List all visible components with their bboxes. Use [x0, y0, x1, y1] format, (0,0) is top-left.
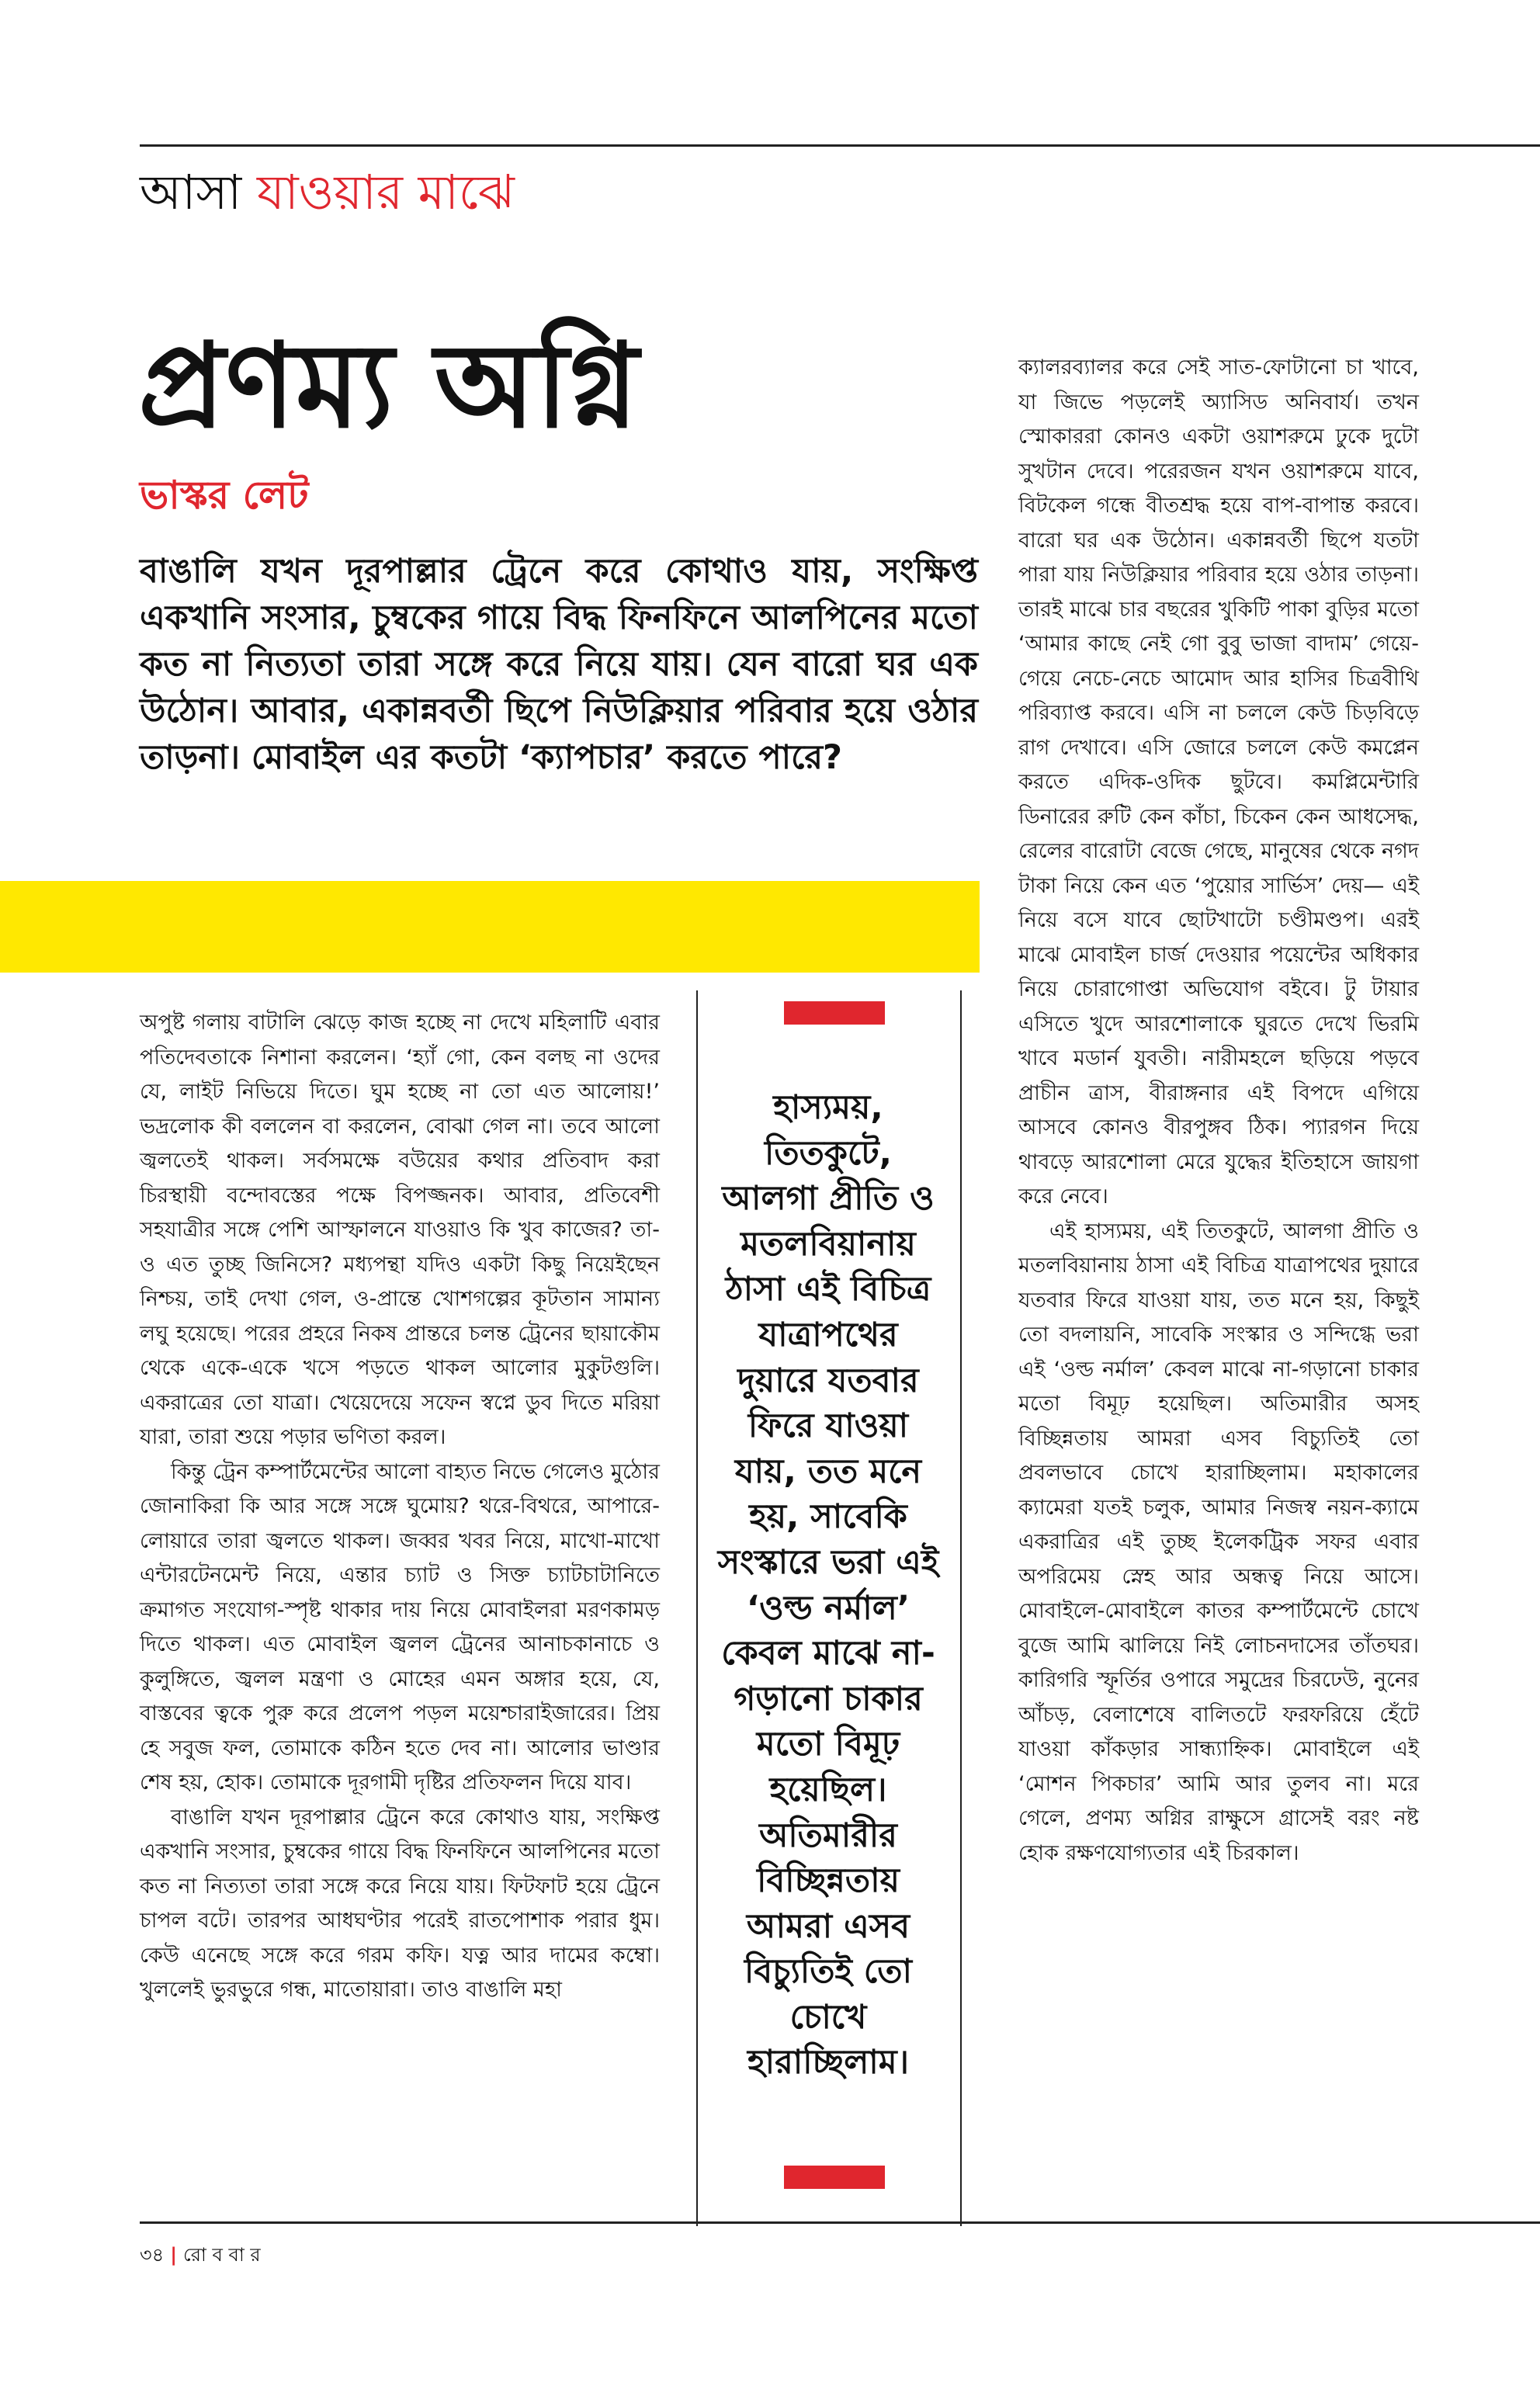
column-divider-left — [696, 990, 698, 2226]
pull-quote-top-bar — [784, 1001, 885, 1025]
left-paragraph-1: অপুষ্ট গলায় বাটালি ঝেড়ে কাজ হচ্ছে না দেখে মহিলাটি এবার পতিদেবতাকে নিশানা করলেন। ‘হ্যাঁ গো, কেন বলছ না ওদের যে, লাইট নিভিয়ে দিতে। ঘুম হচ্ছে না তো এত আলোয়!’ ভদ্রলোক কী বললেন বা করলেন, বোঝা গেল না। তবে আলো জ্বলতেই থাকল। সর্বসমক্ষে বউয়ের কথার প্রতিবাদ করা চিরস্থায়ী বন্দোবস্তের পক্ষে বিপজ্জনক। আবার, প্রতিবেশী সহযাত্রীর সঙ্গে পেশি আস্ফালনে যাওয়াও কি খুব কাজের? তা-ও এত তুচ্ছ জিনিসে? মধ্যপন্থা যদিও একটা কিছু নিয়েইছেন নিশ্চয়, তাই দেখা গেল, ও-প্রান্তে খোশগল্পের কূটতান সামান্য লঘু হয়েছে। পরের প্রহরে নিকষ প্রান্তরে চলন্ত ট্রেনের ছায়াকৌম থেকে একে-একে খসে পড়তে থাকল আলোর মুকুটগুলি। একরাত্রের তো যাত্রা। খেয়েদেয়ে সফেন স্বপ্নে ডুব দিতে মরিয়া যারা, তারা শুয়ে পড়ার ভণিতা করল। — [140, 1011, 660, 1449]
folio-separator: | — [170, 2244, 177, 2266]
yellow-band — [0, 881, 980, 973]
page-number: ৩৪ — [140, 2244, 165, 2266]
top-rule — [140, 144, 1540, 147]
section-header-part1: আসা — [140, 164, 242, 220]
pull-quote: হাস্যময়, তিতকুটে, আলগা প্রীতি ও মতলবিয়ানায় ঠাসা এই বিচিত্র যাত্রাপথের দুয়ারে যতবার ফিরে যাওয়া যায়, তত মনে হয়, সাবেকি সংস্কারে ভরা এই ‘ওল্ড নর্মাল’ কেবল মাঝে না-গড়ানো চাকার মতো বিমূঢ় হয়েছিল। অতিমারীর বিচ্ছিন্নতায় আমরা এসব বিচ্যুতিই তো চোখে হারাচ্ছিলাম। — [717, 1088, 939, 2083]
standfirst: বাঙালি যখন দূরপাল্লার ট্রেনে করে কোথাও যায়, সংক্ষিপ্ত একখানি সংসার, চুম্বকের গায়ে বিদ্ধ ফিনফিনে আলপিনের মতো কত না নিত্যতা তারা সঙ্গে করে নিয়ে যায়। যেন বারো ঘর এক উঠোন। আবার, একান্নবর্তী ছিপে নিউক্লিয়ার পরিবার হয়ে ওঠার তাড়না। মোবাইল এর কতটা ‘ক্যাপচার’ করতে পারে? — [140, 552, 978, 777]
section-header-part2: যাওয়ার মাঝে — [256, 164, 515, 220]
right-column — [1018, 351, 1419, 1871]
left-paragraph-2: কিন্তু ট্রেন কম্পার্টমেন্টের আলো বাহ্যত নিভে গেলেও মুঠোর জোনাকিরা কি আর সঙ্গে সঙ্গে ঘুমোয়? থরে-বিথরে, আপারে-লোয়ারে তারা জ্বলতে থাকল। জব্বর খবর নিয়ে, মাখো-মাখো এন্টারটেনমেন্ট নিয়ে, এন্তার চ্যাট ও সিক্ত চ্যাটচাটানিতে ক্রমাগত সংযোগ-স্পৃষ্ট থাকার দায় নিয়ে মোবাইলরা মরণকামড় দিতে থাকল। এত মোবাইল জ্বলল ট্রেনের আনাচকানাচে ও কুলুঙ্গিতে, জ্বলল মন্ত্রণা ও মোহের এমন অঙ্গার হয়ে, যে, বাস্তবের ত্বকে পুরু করে প্রলেপ পড়ল ময়েশ্চারাইজারের। প্রিয় হে সবুজ ফল, তোমাকে কঠিন হতে দেব না। আলোর ভাণ্ডার শেষ হয়, হোক। তোমাকে দূরগামী দৃষ্টির প্রতিফলন দিয়ে যাব। — [140, 1459, 660, 1795]
article-title: প্রণম্য অগ্নি — [138, 319, 639, 454]
page-folio — [140, 2243, 261, 2266]
right-paragraph-2: এই হাস্যময়, এই তিতকুটে, আলগা প্রীতি ও মতলবিয়ানায় ঠাসা এই বিচিত্র যাত্রাপথের দুয়ারে যতবার ফিরে যাওয়া যায়, তত মনে হয়, কিছুই তো বদলায়নি, সাবেকি সংস্কার ও সন্দিগ্ধে ভরা এই ‘ওল্ড নর্মাল’ কেবল মাঝে না-গড়ানো চাকার মতো বিমূঢ় হয়েছিল। অতিমারীর অসহ বিচ্ছিন্নতায় আমরা এসব বিচ্যুতিই তো প্রবলভাবে চোখে হারাচ্ছিলাম। মহাকালের ক্যামেরা যতই চলুক, আমার নিজস্ব নয়ন-ক্যামে একরাত্রির এই তুচ্ছ ইলেকট্রিক সফর এবার অপরিমেয় স্নেহ আর অন্ধত্ব নিয়ে আসে। মোবাইলে-মোবাইলে কাতর কম্পার্টমেন্টে চোখে বুজে আমি ঝালিয়ে নিই লোচনদাসের তাঁতঘর। কারিগরি স্ফূর্তির ওপারে সমুদ্রের চিরঢেউ, নুনের আঁচড়, বেলাশেষে বালিতটে ফরফরিয়ে হেঁটে যাওয়া কাঁকড়ার সান্ধ্যাহ্নিক। মোবাইলে এই ‘মোশন পিকচার’ আমি আর তুলব না। মরে গেলে, প্রণম্য অগ্নির রাক্ষুসে গ্রাসেই বরং নষ্ট হোক রক্ষণযোগ্যতার এই চিরকাল। — [1018, 1219, 1419, 1865]
right-paragraph-1: ক্যালরব্যালর করে সেই সাত-ফোটানো চা খাবে, যা জিভে পড়লেই অ্যাসিড অনিবার্য। তখন স্মোকাররা কোনও একটা ওয়াশরুমে ঢুকে দুটো সুখটান দেবে। পরেরজন যখন ওয়াশরুমে যাবে, বিটকেল গন্ধে বীতশ্রদ্ধ হয়ে বাপ-বাপান্ত করবে। বারো ঘর এক উঠোন। একান্নবর্তী ছিপে যতটা পারা যায় নিউক্লিয়ার পরিবার হয়ে ওঠার তাড়না। তারই মাঝে চার বছরের খুকিটি পাকা বুড়ির মতো ‘আমার কাছে নেই গো বুবু ভাজা বাদাম’ গেয়ে-গেয়ে নেচে-নেচে আমোদ আর হাসির চিত্রবীথি পরিব্যাপ্ত করবে। এসি না চললে কেউ চিড়বিড়ে রাগ দেখাবে। এসি জোরে চললে কেউ কমপ্লেন করতে এদিক-ওদিক ছুটবে। কমপ্লিমেন্টারি ডিনারের রুটি কেন কাঁচা, চিকেন কেন আধসেদ্ধ, রেলের বারোটা বেজে গেছে, মানুষের থেকে নগদ টাকা নিয়ে কেন এত ‘পুয়োর সার্ভিস’ দেয়— এই নিয়ে বসে যাবে ছোটখাটো চণ্ডীমণ্ডপ। এরই মাঝে মোবাইল চার্জ দেওয়ার পয়েন্টের অধিকার নিয়ে চোরাগোপ্তা অভিযোগ বইবে। টু টায়ার এসিতে খুদে আরশোলাকে ঘুরতে দেখে ভিরমি খাবে মডার্ন যুবতী। নারীমহলে ছড়িয়ে পড়বে প্রাচীন ত্রাস, বীরাঙ্গনার এই বিপদে এগিয়ে আসবে কোনও বীরপুঙ্গব ঠিক। প্যারগন দিয়ে থাবড়ে আরশোলা মেরে যুদ্ধের ইতিহাসে জায়গা করে নেবে। — [1018, 355, 1419, 1209]
section-header — [140, 161, 515, 224]
author-byline: ভাস্কর লেট — [140, 473, 309, 518]
pull-quote-bottom-bar — [784, 2166, 885, 2189]
magazine-name: রো ব বা র — [182, 2244, 261, 2266]
column-divider-right — [960, 990, 962, 2226]
bottom-rule — [140, 2221, 1540, 2224]
left-column — [140, 1006, 660, 2008]
left-paragraph-3: বাঙালি যখন দূরপাল্লার ট্রেনে করে কোথাও যায়, সংক্ষিপ্ত একখানি সংসার, চুম্বকের গায়ে বিদ্ধ ফিনফিনে আলপিনের মতো কত না নিত্যতা তারা সঙ্গে করে নিয়ে যায়। ফিটফাট হয়ে ট্রেনে চাপল বটে। তারপর আধঘণ্টার পরেই রাতপোশাক পরার ধুম। কেউ এনেছে সঙ্গে করে গরম কফি। যত্ন আর দামের কম্বো। খুললেই ভুরভুরে গন্ধ, মাতোয়ারা। তাও বাঙালি মহা — [140, 1805, 660, 2002]
